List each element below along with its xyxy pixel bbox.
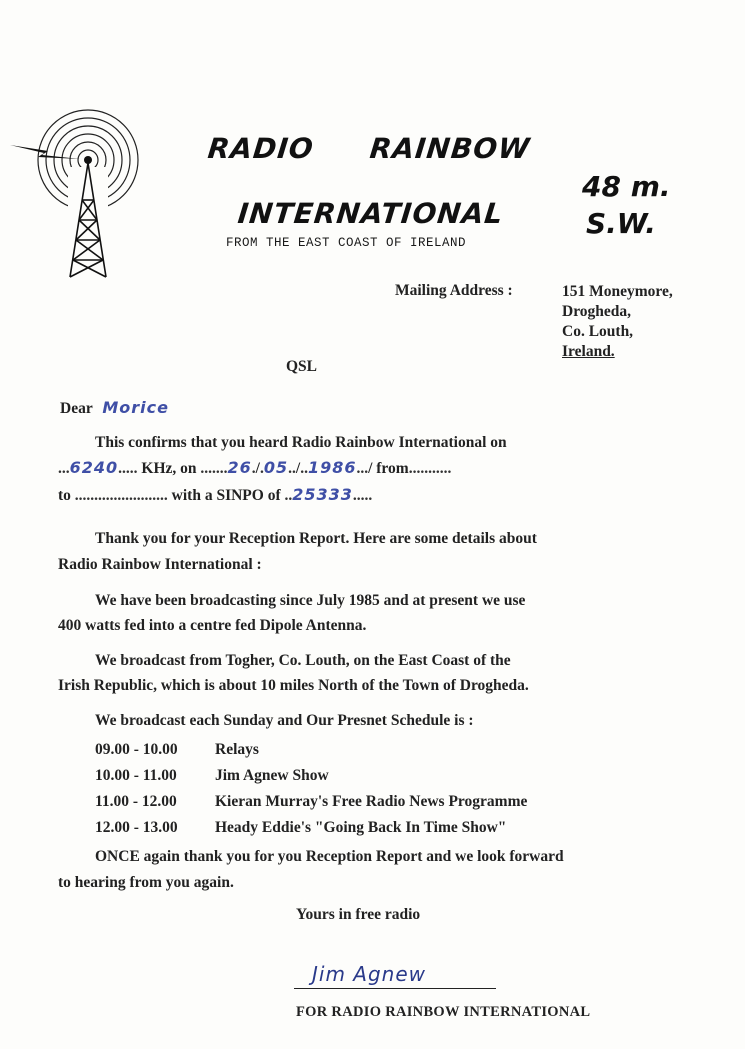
to-label: to	[58, 487, 71, 504]
schedule-show: Relays	[215, 741, 259, 758]
closing-line-1: ONCE again thank you for you Reception Report and we look forward	[95, 848, 564, 865]
sinpo-label: with a SINPO of	[171, 487, 281, 504]
confirm-line: This confirms that you heard Radio Rainbow International on	[95, 434, 507, 451]
date-year-handwritten: 1986	[307, 458, 357, 477]
band-shortwave: S.W.	[586, 207, 656, 240]
schedule-time: 11.00 - 12.00	[95, 793, 177, 810]
address-line: Co. Louth,	[562, 323, 634, 340]
date-day-handwritten: 26	[227, 458, 252, 477]
schedule-intro: We broadcast each Sunday and Our Presnet Schedule is :	[95, 712, 474, 729]
tagline: FROM THE EAST COAST OF IRELAND	[226, 236, 467, 250]
schedule-show: Kieran Murray's Free Radio News Programme	[215, 793, 528, 810]
reception-details-line: ...6240..... KHz, on .......26./.05../..1986.../ from...........	[58, 458, 452, 477]
schedule-time: 12.00 - 13.00	[95, 819, 178, 836]
mailing-address-label: Mailing Address :	[395, 282, 513, 299]
recipient-name-handwritten: Morice	[102, 398, 169, 417]
location-line-1: We broadcast from Togher, Co. Louth, on the East Coast of the	[95, 652, 511, 669]
closing-line-2: to hearing from you again.	[58, 874, 234, 891]
signature-handwritten: Jim Agnew	[312, 962, 427, 986]
schedule-row	[95, 737, 527, 763]
station-name-radio: RADIO	[206, 132, 316, 165]
schedule-show: Heady Eddie's "Going Back In Time Show"	[215, 819, 507, 836]
qsl-heading: QSL	[286, 358, 318, 375]
valediction: Yours in free radio	[296, 906, 421, 923]
radio-tower-logo-icon	[8, 105, 143, 285]
khz-label: KHz, on	[141, 460, 197, 477]
address-line: Ireland.	[562, 343, 615, 360]
from-label: / from	[368, 460, 409, 477]
broadcast-line-2: 400 watts fed into a centre fed Dipole Antenna.	[58, 617, 367, 634]
signature-line	[294, 988, 496, 989]
location-line-2: Irish Republic, which is about 10 miles North of the Town of Drogheda.	[58, 677, 529, 694]
salutation	[60, 398, 169, 418]
schedule-row	[95, 789, 527, 815]
schedule-row	[95, 815, 527, 841]
for-line: FOR RADIO RAINBOW INTERNATIONAL	[296, 1004, 591, 1020]
sinpo-handwritten: 25333	[292, 485, 353, 504]
mailing-address	[562, 282, 673, 362]
broadcast-line-1: We have been broadcasting since July 1985 and at present we use	[95, 592, 526, 609]
date-month-handwritten: 05	[263, 458, 289, 477]
schedule-show: Jim Agnew Show	[215, 767, 329, 784]
station-name-international: INTERNATIONAL	[236, 197, 506, 230]
to-sinpo-line: to ........................ with a SINPO of ..25333.....	[58, 485, 373, 504]
address-line: 151 Moneymore,	[562, 283, 673, 300]
band-wavelength: 48 m.	[582, 170, 671, 203]
address-line: Drogheda,	[562, 303, 632, 320]
schedule-time: 09.00 - 10.00	[95, 741, 178, 758]
thanks-line-1: Thank you for your Reception Report. Here are some details about	[95, 530, 537, 547]
schedule-time: 10.00 - 11.00	[95, 767, 177, 784]
frequency-handwritten: 6240	[69, 458, 119, 477]
thanks-line-2: Radio Rainbow International :	[58, 556, 262, 573]
schedule-list	[95, 737, 527, 841]
salutation-prefix: Dear	[60, 400, 93, 417]
station-name-rainbow: RAINBOW	[368, 132, 532, 165]
schedule-row	[95, 763, 527, 789]
